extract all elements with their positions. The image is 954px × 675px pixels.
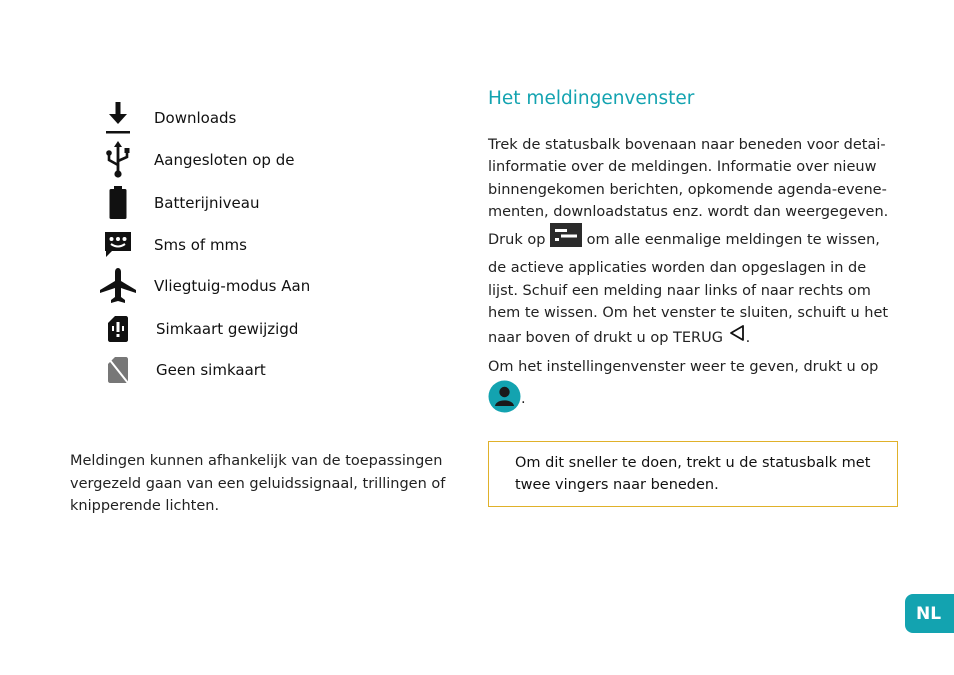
sms-icon [98, 225, 138, 265]
notification-panel-paragraph [488, 134, 900, 353]
status-row-battery [98, 183, 259, 223]
status-label: Geen simkaart [156, 361, 266, 379]
notification-sound-paragraph: Meldingen kunnen afhankelijk van de toepassingen vergezeld gaan van een geluidssignaal, trillingen of knipperende lichten. [70, 453, 446, 514]
language-tab: NL [905, 594, 954, 633]
status-label: Downloads [154, 109, 237, 127]
notification-panel-section [488, 86, 900, 408]
tip-text: Om dit sneller te doen, trekt u de statusbalk met twee vingers naar beneden. [515, 455, 871, 493]
status-label: Batterijniveau [154, 194, 260, 212]
status-row-no-sim [98, 350, 266, 390]
status-label: Simkaart gewijzigd [156, 320, 299, 338]
status-row-downloads [98, 98, 236, 138]
tip-box [488, 441, 898, 507]
paragraph-text: . [521, 391, 526, 408]
settings-avatar-icon [488, 378, 521, 420]
settings-panel-paragraph [488, 356, 900, 421]
status-label: Aangesloten op de [154, 151, 295, 169]
back-icon [728, 324, 746, 352]
usb-icon [98, 140, 138, 180]
status-row-sms [98, 225, 247, 265]
clear-notifications-icon [550, 223, 582, 257]
paragraph-text: . [745, 330, 751, 347]
status-label: Vliegtuig-modus Aan [154, 277, 311, 295]
battery-icon [98, 183, 138, 223]
paragraph-text: Trek de statusbalk bovenaan naar beneden voor detai-linformatie over de meldingen. Informatie over nieuw binnengekomen berichten, opkomende agenda-evene-menten, downloadstatus enz. wordt dan weergegeven. Druk op [488, 137, 889, 249]
paragraph-text: om alle eenmalige meldingen te wissen, de actieve applicaties worden dan opgeslagen in de lijst. Schuif een melding naar links of naar rechts om hem te wissen. Om het venster te sluiten, schuift u het naar boven of drukt u op TERUG [488, 232, 889, 347]
status-label: Sms of mms [154, 236, 247, 254]
status-row-airplane [98, 266, 310, 306]
status-row-usb [98, 140, 294, 180]
download-icon [98, 98, 138, 138]
sim-changed-icon [98, 309, 138, 349]
paragraph-text: Om het instellingenvenster weer te geven, drukt u op [488, 359, 879, 375]
no-sim-icon [98, 350, 138, 390]
status-row-sim-changed [98, 309, 298, 349]
airplane-icon [98, 266, 138, 306]
section-heading: Het meldingenvenster [488, 88, 695, 109]
